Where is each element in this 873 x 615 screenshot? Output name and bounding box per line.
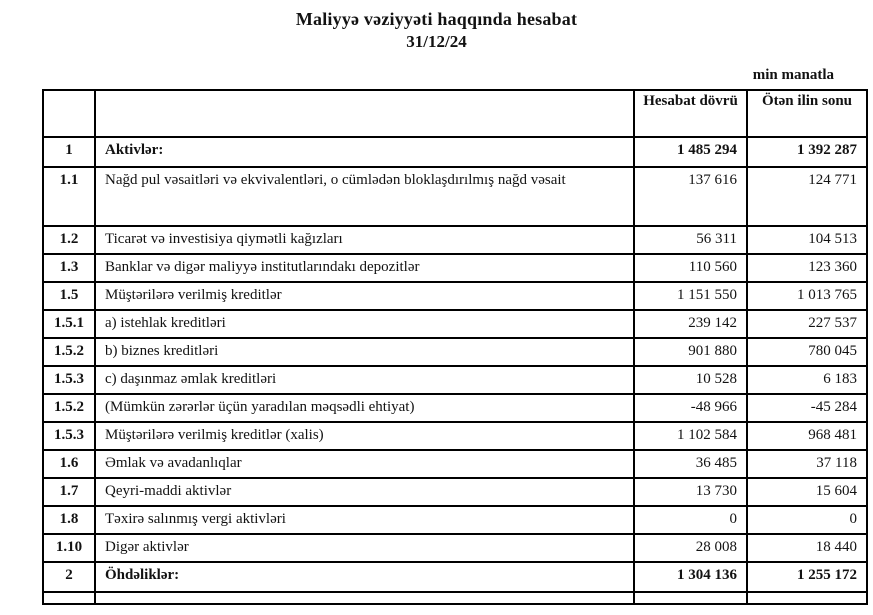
table-row <box>43 478 867 506</box>
row-current-cell: 36 485 <box>634 450 747 478</box>
row-number-cell: 1.5.2 <box>43 338 95 366</box>
table-row <box>43 450 867 478</box>
cutoff-row-container <box>43 592 867 604</box>
row-label-cell: Ticarət və investisiya qiymətli kağızları <box>95 226 634 254</box>
header-cell-label <box>95 90 634 137</box>
row-current-cell: 239 142 <box>634 310 747 338</box>
row-previous-cell: 227 537 <box>747 310 867 338</box>
row-current-cell: 0 <box>634 506 747 534</box>
row-label-cell: Öhdəliklər: <box>95 562 634 592</box>
table-body <box>43 137 867 592</box>
table-row <box>43 562 867 592</box>
row-previous-cell: 104 513 <box>747 226 867 254</box>
page-title: Maliyyə vəziyyəti haqqında hesabat <box>295 9 578 29</box>
row-current-cell: 1 102 584 <box>634 422 747 450</box>
row-current-cell: 13 730 <box>634 478 747 506</box>
row-label-cell: Təxirə salınmış vergi aktivləri <box>95 506 634 534</box>
row-number-cell: 2 <box>43 562 95 592</box>
header-cell-number <box>43 90 95 137</box>
row-number-cell: 1.5.1 <box>43 310 95 338</box>
table-row <box>43 310 867 338</box>
row-previous-cell: 124 771 <box>747 167 867 226</box>
table-row <box>43 422 867 450</box>
row-previous-cell: 1 255 172 <box>747 562 867 592</box>
row-previous-cell: 1 392 287 <box>747 137 867 167</box>
partial-cell-label <box>95 592 634 604</box>
financial-statement-page <box>0 8 873 615</box>
row-current-cell: 56 311 <box>634 226 747 254</box>
table-row <box>43 254 867 282</box>
table-row <box>43 167 867 226</box>
header-cell-previous-year: Ötən ilin sonu <box>747 90 867 137</box>
row-current-cell: 1 304 136 <box>634 562 747 592</box>
row-number-cell: 1.5.3 <box>43 422 95 450</box>
row-previous-cell: 15 604 <box>747 478 867 506</box>
header-row <box>43 90 867 137</box>
table-row <box>43 394 867 422</box>
row-label-cell: c) daşınmaz əmlak kreditləri <box>95 366 634 394</box>
table-row <box>43 282 867 310</box>
row-current-cell: 10 528 <box>634 366 747 394</box>
row-previous-cell: 1 013 765 <box>747 282 867 310</box>
row-number-cell: 1.5 <box>43 282 95 310</box>
table-row <box>43 534 867 562</box>
table-row <box>43 137 867 167</box>
unit-note: min manatla <box>752 67 834 83</box>
row-label-cell: Aktivlər: <box>95 137 634 167</box>
table-row <box>43 226 867 254</box>
header-cell-current-period: Hesabat dövrü <box>634 90 747 137</box>
financial-position-table <box>42 89 868 605</box>
table-header <box>43 90 867 137</box>
row-current-cell: 28 008 <box>634 534 747 562</box>
row-number-cell: 1.5.3 <box>43 366 95 394</box>
row-previous-cell: 18 440 <box>747 534 867 562</box>
partial-row <box>43 592 867 604</box>
row-current-cell: 1 151 550 <box>634 282 747 310</box>
row-label-cell: b) biznes kreditləri <box>95 338 634 366</box>
row-label-cell: (Mümkün zərərlər üçün yaradılan məqsədli ehtiyat) <box>95 394 634 422</box>
row-previous-cell: 37 118 <box>747 450 867 478</box>
row-number-cell: 1.10 <box>43 534 95 562</box>
row-previous-cell: 123 360 <box>747 254 867 282</box>
report-date: 31/12/24 <box>406 32 467 51</box>
row-current-cell: 1 485 294 <box>634 137 747 167</box>
row-number-cell: 1.3 <box>43 254 95 282</box>
row-previous-cell: 968 481 <box>747 422 867 450</box>
row-number-cell: 1 <box>43 137 95 167</box>
row-label-cell: Müştərilərə verilmiş kreditlər <box>95 282 634 310</box>
row-label-cell: Banklar və digər maliyyə institutlarındakı depozitlər <box>95 254 634 282</box>
row-previous-cell: 0 <box>747 506 867 534</box>
partial-cell-current <box>634 592 747 604</box>
row-previous-cell: 780 045 <box>747 338 867 366</box>
row-number-cell: 1.1 <box>43 167 95 226</box>
row-current-cell: -48 966 <box>634 394 747 422</box>
row-current-cell: 901 880 <box>634 338 747 366</box>
row-number-cell: 1.2 <box>43 226 95 254</box>
row-label-cell: a) istehlak kreditləri <box>95 310 634 338</box>
row-current-cell: 137 616 <box>634 167 747 226</box>
partial-cell-previous <box>747 592 867 604</box>
row-label-cell: Digər aktivlər <box>95 534 634 562</box>
table-row <box>43 506 867 534</box>
row-number-cell: 1.6 <box>43 450 95 478</box>
row-previous-cell: -45 284 <box>747 394 867 422</box>
partial-cell-number <box>43 592 95 604</box>
row-previous-cell: 6 183 <box>747 366 867 394</box>
row-number-cell: 1.8 <box>43 506 95 534</box>
table-row <box>43 338 867 366</box>
row-label-cell: Nağd pul vəsaitləri və ekvivalentləri, o cümlədən bloklaşdırılmış nağd vəsait <box>95 167 634 226</box>
row-label-cell: Qeyri-maddi aktivlər <box>95 478 634 506</box>
row-label-cell: Müştərilərə verilmiş kreditlər (xalis) <box>95 422 634 450</box>
table-row <box>43 366 867 394</box>
row-label-cell: Əmlak və avadanlıqlar <box>95 450 634 478</box>
row-number-cell: 1.7 <box>43 478 95 506</box>
row-current-cell: 110 560 <box>634 254 747 282</box>
row-number-cell: 1.5.2 <box>43 394 95 422</box>
